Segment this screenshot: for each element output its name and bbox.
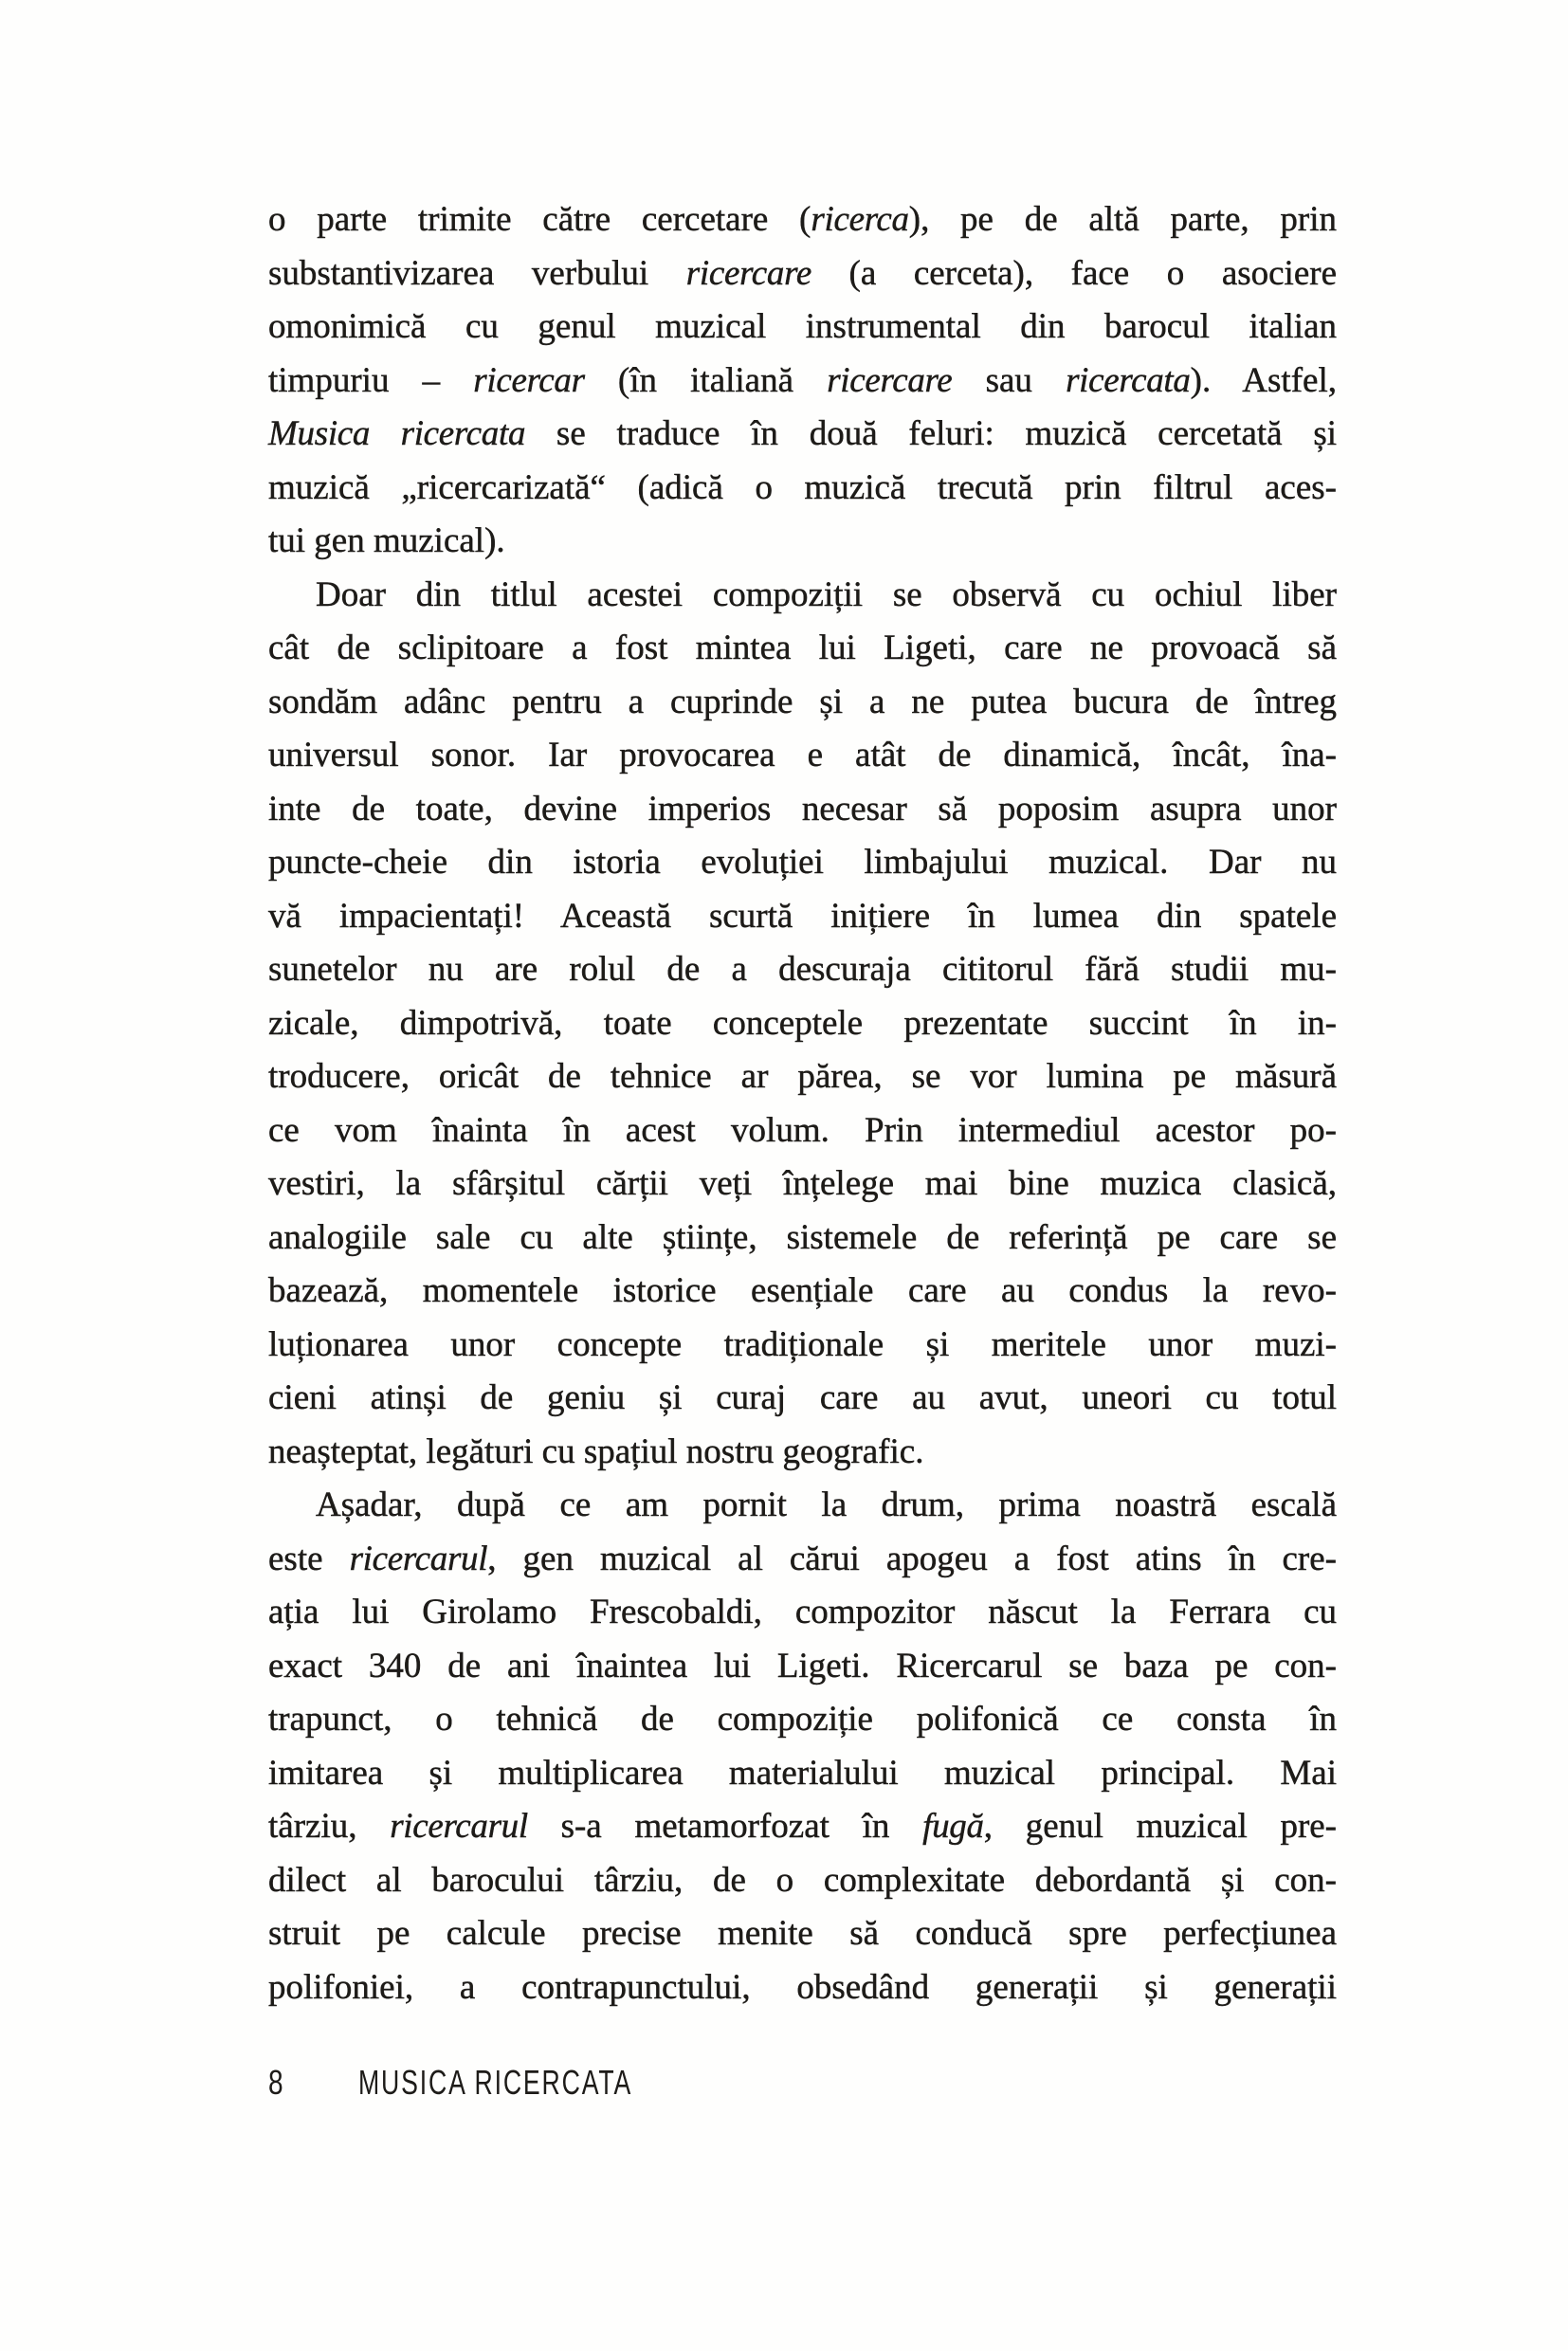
text-line: ce vom înainta în acest volum. Prin intermediul acestor po- <box>268 1110 1337 1150</box>
text-line: Așadar, după ce am pornit la drum, prima noastră escală <box>316 1485 1337 1524</box>
text-line: sondăm adânc pentru a cuprinde și a ne putea bucura de întreg <box>268 682 1337 721</box>
text-line: neașteptat, legături cu spațiul nostru geografic. <box>268 1431 924 1471</box>
running-title: MUSICA RICERCATA <box>358 2063 633 2102</box>
paragraph <box>268 569 1337 1480</box>
text-line: Musica ricercata se traduce în două feluri: muzică cercetată și <box>268 414 1338 453</box>
text-line: timpuriu – ricercar (în italiană ricercare sau ricercata). Astfel, <box>268 360 1337 400</box>
text-line: o parte trimite către cercetare (ricerca), pe de altă parte, prin <box>268 200 1337 239</box>
italic-term: ricercarul <box>390 1807 528 1846</box>
page-footer <box>268 2063 1121 2105</box>
text-line: sunetelor nu are rolul de a descuraja cititorul fără studii mu- <box>268 950 1337 989</box>
text-line: analogiile sale cu alte științe, sistemele de referință pe care se <box>268 1217 1337 1257</box>
body-text <box>268 193 1337 2014</box>
italic-term: Musica ricercata <box>268 414 526 453</box>
italic-term: ricerca <box>811 200 909 239</box>
text-line: trapunct, o tehnică de compoziție polifonică ce consta în <box>268 1700 1337 1739</box>
italic-term: ricercata <box>1066 360 1191 400</box>
text-line: ația lui Girolamo Frescobaldi, compozitor născut la Ferrara cu <box>268 1593 1337 1631</box>
italic-term: fugă <box>922 1807 984 1846</box>
text-line: cât de sclipitoare a fost mintea lui Ligeti, care ne provoacă să <box>268 629 1337 667</box>
text-line: inte de toate, devine imperios necesar să poposim asupra unor <box>268 789 1337 829</box>
text-line: vă impacientați! Această scurtă inițiere în lumea din spatele <box>268 896 1337 936</box>
text-line: polifoniei, a contrapunctului, obsedând generații și generații <box>268 1967 1337 2007</box>
text-line: exact 340 de ani înaintea lui Ligeti. Ricercarul se baza pe con- <box>268 1646 1337 1686</box>
text-line: universul sonor. Iar provocarea e atât de dinamică, încât, îna- <box>268 736 1337 775</box>
page-number: 8 <box>268 2063 283 2102</box>
text-line: luționarea unor concepte tradiționale și meritele unor muzi- <box>268 1324 1337 1364</box>
italic-term: ricercarul <box>349 1539 488 1578</box>
text-line: troducere, oricât de tehnice ar părea, se vor lumina pe măsură <box>268 1057 1337 1096</box>
text-line: imitarea și multiplicarea materialului muzical principal. Mai <box>268 1753 1337 1793</box>
italic-term: ricercare <box>685 253 811 293</box>
text-line: dilect al barocului târziu, de o complexitate debordantă și con- <box>268 1860 1337 1900</box>
text-line: omonimică cu genul muzical instrumental din barocul italian <box>268 307 1337 346</box>
text-line: puncte-cheie din istoria evoluției limbajului muzical. Dar nu <box>268 843 1337 882</box>
text-line: struit pe calcule precise menite să conducă spre perfecțiunea <box>268 1914 1337 1953</box>
text-line: este ricercarul, gen muzical al cărui apogeu a fost atins în cre- <box>268 1539 1338 1578</box>
text-line: cieni atinși de geniu și curaj care au avut, uneori cu totul <box>268 1378 1337 1417</box>
text-line: Doar din titlul acestei compoziții se observă cu ochiul liber <box>316 574 1337 614</box>
text-line: substantivizarea verbului ricercare (a cerceta), face o asociere <box>268 253 1338 293</box>
text-line: târziu, ricercarul s-a metamorfozat în fugă, genul muzical pre- <box>268 1807 1338 1846</box>
italic-term: ricercare <box>827 360 953 400</box>
text-line: zicale, dimpotrivă, toate conceptele prezentate succint în in- <box>268 1003 1337 1043</box>
text-line: vestiri, la sfârșitul cărții veți înțelege mai bine muzica clasică, <box>268 1164 1337 1203</box>
text-line: bazează, momentele istorice esențiale care au condus la revo- <box>268 1271 1337 1310</box>
paragraph <box>268 1479 1337 2014</box>
italic-term: ricercar <box>473 360 585 400</box>
paragraph <box>268 193 1337 569</box>
text-line: muzică „ricercarizată“ (adică o muzică trecută prin filtrul aces- <box>268 467 1337 507</box>
text-line: tui gen muzical). <box>268 521 505 560</box>
